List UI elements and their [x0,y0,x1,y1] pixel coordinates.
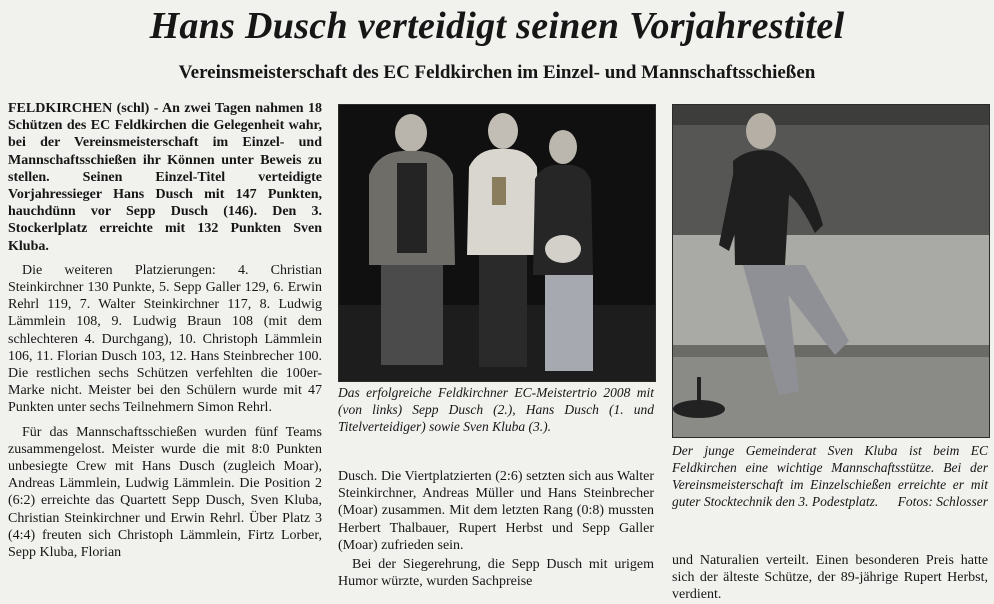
article-paragraph: Dusch. Die Viertplatzierten (2:6) setzten sich aus Walter Steinkirchner, Andreas Müller und Hans Steinbrecher (Moar) zusammen. Mit dem letzten Rang (0:8) mussten Herbert Thalbauer, Rupert Herbst und Sepp Galler (Moar) zufrieden sein. [338,469,654,553]
article-column-1 [8,100,322,604]
article-column-2 [338,468,654,604]
photo-sven-kluba [672,104,990,438]
article-paragraph: Die weiteren Platzierungen: 4. Christian Steinkirchner 130 Punkte, 5. Sepp Galler 129, 6. Erwin Rehrl 119, 7. Walter Steinkirchner 117, 8. Ludwig Lämmlein 108, 9. Ludwig Braun 108 (mit dem schlechteren 4. Durchgang), 10. Christoph Lämmlein 106, 11. Florian Dusch 103, 12. Hans Steinbrecher 100. Die restlichen sechs Schützen verfehlten die 100er-Marke nicht. Meister bei den Schülern wurde mit 47 Punkten unter sechs Teilnehmern Simon Rehrl. [8,262,322,416]
article-paragraph: und Naturalien verteilt. Einen besonderen Preis hatte sich der älteste Schütze, der 89-jährige Rupert Herbst, verdient. [672,553,988,603]
headline: Hans Dusch verteidigt seinen Vorjahrestitel [149,5,845,47]
photo-winners-trio [338,104,656,382]
subheadline: Vereinsmeisterschaft des EC Feldkirchen im Einzel- und Mannschaftsschießen [178,62,816,83]
article-paragraph: Bei der Siegerehrung, die Sepp Dusch mit urigem Humor würzte, wurden Sachpreise [338,557,654,590]
photo-caption-kluba [672,442,988,510]
photo-credit: Fotos: Schlosser [897,494,988,509]
lead-paragraph: FELDKIRCHEN (schl) - An zwei Tagen nahmen 18 Schützen des EC Feldkirchen die Gelegenheit wahr, bei der Vereinsmeisterschaft im Einzel- und Mannschaftsschießen ihr Können unter Beweis zu stellen. Seinen Einzel-Titel verteidigte Vorjahressieger Hans Dusch mit 147 Punkten, hauchdünn vor Sepp Dusch (146). Den 3. Stockerlplatz erreichte mit 132 Punkten Sven Kluba. [8,101,322,254]
article-column-3 [672,552,988,604]
photo-caption-trio: Das erfolgreiche Feldkirchner EC-Meistertrio 2008 mit (von links) Sepp Dusch (2.), Hans Dusch (1. und Titelverteidiger) sowie Sven Kluba (3.). [338,385,654,434]
caption-text: Der junge Gemeinderat Sven Kluba ist beim EC Feldkirchen eine wichtige Mannschaftsstütze. Bei der Vereinsmeisterschaft im Einzelschießen erreichte er mit guter Stocktechnik den 3. Podestplatz. [672,443,988,509]
article-paragraph: Für das Mannschaftsschießen wurden fünf Teams zusammengelost. Meister wurde die mit 8:0 Punkten unbesiegte Crew mit Hans Dusch (zugleich Moar), Andreas Lämmlein, Ludwig Lämmlein. Die Position 2 (6:2) erreichte das Quartett Sepp Dusch, Sven Kluba, Christian Steinkirchner und Erwin Rehrl. Über Platz 3 (4:4) freuten sich Christoph Lämmlein, Firtz Lorber, Sepp Kluba, Florian [8,424,322,561]
